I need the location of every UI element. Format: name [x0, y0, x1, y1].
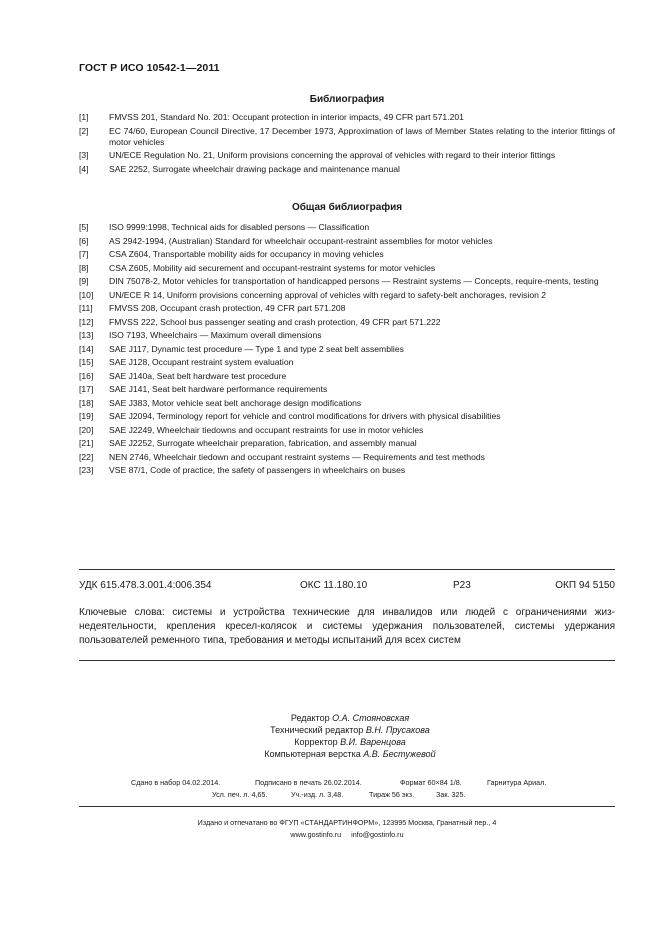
ref-text: SAE 2252, Surrogate wheelchair drawing package and maintenance manual [109, 163, 400, 174]
bibliography-item [79, 249, 615, 260]
ref-number: [23] [79, 465, 94, 475]
bibliography-item [79, 317, 615, 328]
bibliography-item [79, 150, 615, 161]
bibliography-item [79, 263, 615, 274]
ref-number: [14] [79, 343, 94, 354]
ref-text: SAE J140a, Seat belt hardware test procedure [109, 370, 287, 381]
ref-number: [7] [79, 249, 89, 259]
bibliography-item [79, 290, 615, 301]
ref-text: DIN 75078-2, Motor vehicles for transportation of handicapped persons — Restraint systems — Concepts, require-ments, testing [109, 276, 599, 286]
ref-text: AS 2942-1994, (Australian) Standard for wheelchair occupant-restraint assemblies for motor vehicles [109, 235, 493, 246]
bibliography-item [79, 164, 615, 175]
ref-number: [5] [79, 222, 89, 232]
publisher-sheets: Уч.-изд. л. 3,48. [291, 790, 344, 799]
general-bibliography-list [79, 222, 615, 479]
ref-text: CSA Z604, Transportable mobility aids for occupancy in moving vehicles [109, 249, 384, 259]
ref-text: UN/ECE R 14, Uniform provisions concerning approval of vehicles with regard to safety-belt anchorages, revision 2 [109, 289, 547, 300]
ref-text: SAE J141, Seat belt hardware performance requirements [109, 384, 328, 394]
bibliography-title: Библиография [309, 94, 385, 105]
ref-number: [17] [79, 384, 94, 394]
ref-text: FMVSS 201, Standard No. 201: Occupant protection in interior impacts, 49 CFR part 571.201 [109, 112, 464, 122]
ref-number: [12] [79, 316, 94, 327]
ref-text: CSA Z605, Mobility aid securement and occupant-restraint systems for motor vehicles [109, 262, 436, 273]
divider-bottom [79, 806, 615, 807]
divider-keywords [79, 660, 615, 661]
bibliography-item [79, 371, 615, 382]
typeface: Гарнитура Ариал. [487, 778, 547, 787]
ref-number: [6] [79, 235, 89, 246]
bibliography-item [79, 112, 615, 123]
ref-number: [9] [79, 276, 89, 286]
staff-line [180, 712, 520, 724]
ref-text: NEN 2746, Wheelchair tiedown and occupant restraint systems — Requirements and test methods [109, 451, 485, 462]
bibliography-item [79, 357, 615, 368]
staff-line [180, 748, 520, 760]
staff-name: В.И. Варенцова [340, 737, 406, 747]
order-number: Зак. 325. [436, 790, 466, 799]
staff-role: Корректор [294, 737, 338, 747]
ref-text: ISO 9999:1998, Technical aids for disabled persons — Classification [109, 222, 370, 232]
ref-number: [11] [79, 303, 93, 313]
imprint-block [79, 778, 615, 802]
udc-code: УДК 615.478.3.001.4:006.354 [79, 580, 212, 591]
page-header: ГОСТ Р ИСО 10542-1—2011 [79, 62, 220, 74]
bibliography-item [79, 344, 615, 355]
ref-text: VSE 87/1, Code of practice, the safety of passengers in wheelchairs on buses [109, 465, 406, 475]
ref-number: [8] [79, 262, 89, 273]
editorial-staff [180, 712, 520, 760]
keywords-paragraph: Ключевые слова: системы и устройства технические для инвалидов или людей с ограничениями жиз-недеятельности, крепления кресел-колясок и системы удержания пользователей, системы удержания пользователей ременного типа, требования и методы испытаний для всех систем [79, 607, 615, 646]
bibliography-item [79, 465, 615, 476]
staff-role: Компьютерная верстка [264, 749, 361, 759]
bibliography-item [79, 222, 615, 233]
bibliography-item [79, 276, 615, 287]
ref-number: [2] [79, 125, 89, 136]
bibliography-item [79, 411, 615, 422]
bibliography-list [79, 112, 615, 177]
ref-text: SAE J117, Dynamic test procedure — Type 1 and type 2 seat belt assemblies [109, 343, 404, 354]
publisher-address: Издано и отпечатано во ФГУП «СТАНДАРТИНФОРМ», 123995 Москва, Гранатный пер., 4 [197, 818, 497, 827]
general-bibliography-title: Общая библиография [291, 202, 403, 213]
ref-number: [16] [79, 370, 94, 381]
bibliography-item [79, 384, 615, 395]
staff-name: А.В. Бестужевой [363, 749, 436, 759]
staff-name: О.А. Стояновская [332, 713, 410, 723]
ref-number: [21] [79, 438, 94, 448]
bibliography-item [79, 438, 615, 449]
publisher-web: www.gostinfo.ru info@gostinfo.ru [290, 830, 404, 839]
ref-text: UN/ECE Regulation No. 21, Uniform provisions concerning the approval of vehicles with regard to their interior fittings [109, 150, 556, 160]
ref-text: FMVSS 222, School bus passenger seating and crash protection, 49 CFR part 571.222 [109, 316, 441, 327]
staff-role: Редактор [290, 713, 330, 723]
divider-top [79, 569, 615, 570]
ref-text: SAE J383, Motor vehicle seat belt anchorage design modifications [109, 397, 362, 408]
ref-number: [1] [79, 112, 89, 122]
ref-number: [18] [79, 397, 94, 408]
ref-text: EC 74/60, European Council Directive, 17 December 1973, Approximation of laws of Member States relating to the interior fittings of motor vehicles [109, 125, 615, 147]
imprint-row [79, 778, 615, 790]
ref-text: SAE J2249, Wheelchair tiedowns and occupant restraints for use in motor vehicles [109, 424, 424, 435]
bibliography-item [79, 425, 615, 436]
bibliography-item [79, 126, 615, 148]
ref-number: [13] [79, 330, 94, 340]
bibliography-item [79, 452, 615, 463]
staff-name: В.Н. Прусакова [365, 725, 430, 735]
bibliography-item [79, 330, 615, 341]
staff-line [180, 736, 520, 748]
okp-code: ОКП 94 5150 [555, 580, 615, 591]
publisher-info [79, 817, 615, 841]
oks-code: ОКС 11.180.10 [300, 580, 368, 591]
bibliography-item [79, 303, 615, 314]
staff-role: Технический редактор [270, 725, 364, 735]
print-sheets: Усл. печ. л. 4,65. [212, 790, 268, 799]
ref-number: [19] [79, 411, 94, 421]
bibliography-item [79, 236, 615, 247]
bibliography-item [79, 398, 615, 409]
imprint-row [79, 790, 615, 802]
circulation: Тираж 56 экз. [369, 790, 415, 799]
ref-number: [15] [79, 357, 94, 367]
staff-line [180, 724, 520, 736]
ref-number: [22] [79, 451, 94, 462]
ref-text: SAE J2252, Surrogate wheelchair preparation, fabrication, and assembly manual [109, 438, 417, 448]
ref-text: ISO 7193, Wheelchairs — Maximum overall dimensions [109, 330, 322, 340]
category-code: P23 [453, 580, 471, 591]
ref-text: SAE J128, Occupant restraint system evaluation [109, 357, 294, 367]
ref-number: [4] [79, 163, 89, 174]
ref-text: FMVSS 208, Occupant crash protection, 49 CFR part 571.208 [109, 303, 346, 313]
ref-text: SAE J2094, Terminology report for vehicle and control modifications for drivers with physical disabilities [109, 411, 501, 421]
ref-number: [10] [79, 289, 94, 300]
signed-date: Подписано в печать 26.02.2014. [255, 778, 362, 787]
ref-number: [20] [79, 424, 94, 435]
print-format: Формат 60×84 1/8. [400, 778, 462, 787]
ref-number: [3] [79, 150, 89, 160]
submitted-date: Сдано в набор 04.02.2014. [131, 778, 221, 787]
